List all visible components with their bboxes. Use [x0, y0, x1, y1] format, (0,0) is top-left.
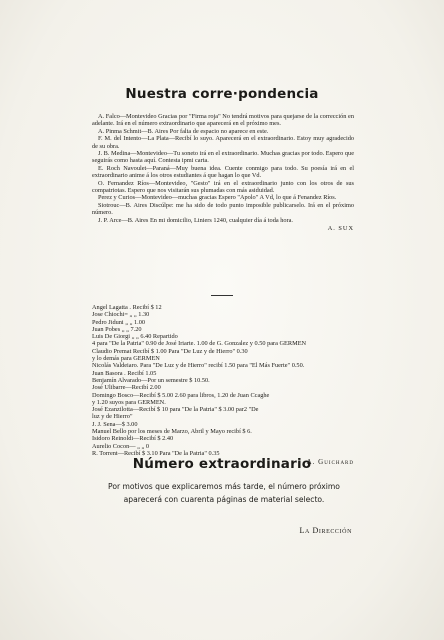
subscription-line: Claudio Premat Recibí $ 1.00 Para "De Luz y de Hierro" 0.30 — [92, 347, 248, 355]
correspondence-entry: Siotrouc—B. Aires Discúlpe: me ha sido de todo punto imposible publicarselo. Irá en el próximo número. — [92, 201, 354, 217]
subscription-line: luz y de Hierro" — [92, 413, 133, 421]
subscription-line: J. J. Sena—$ 3.00 — [92, 420, 138, 428]
correspondence-entry: Perez y Curios—Montevideo—muchas gracias Espero "Apolo" A Vd, lo que á Fenandez Ríos. — [98, 194, 337, 202]
subscription-line: Benjamín Alvarado—Por un semestre $ 10.50. — [92, 376, 210, 384]
subscription-line: R. Torrent—Recibí $ 3.10 Para "De la Patria" 0.35 — [92, 449, 220, 457]
subscription-line: Jose Chiochi= „ „ 1.30 — [92, 311, 150, 319]
subscription-line: Aurelio Cocon— „ „ 0 — [92, 442, 150, 450]
correspondence-entry: A. Pinma Schmit—B. Aires Por falta de espacio no aparece en este. — [98, 127, 269, 135]
subscription-line: 4 para "De la Patria" 0.90 de José Iriarte. 1.00 de G. Gonzalez y 0.50 para GERMEN — [92, 340, 307, 348]
section-divider — [211, 295, 233, 296]
subscription-line: Nicolás Valdeiaro. Para "De Luz y de Hierro" recibí 1.50 para "El Más Fuerte" 0.50. — [92, 362, 305, 370]
subscription-line: Domingo Bosco—Recibí $ 5.00 2.60 para libros, 1.20 de Juan Ccaghe — [92, 391, 270, 399]
subscription-line: Pedro Jiduni „ „ 1.00 — [92, 318, 145, 326]
subscription-line: Juan Basora . Recibí 1.05 — [92, 369, 157, 377]
signature-sux: A. SUX — [327, 225, 354, 233]
extraordinary-notice: Por motivos que explicaremos más tarde, el número próximo aparecerá con cuarenta páginas de material selecto. — [108, 482, 340, 504]
extraordinary-heading: Número extraordinario — [132, 456, 312, 472]
correspondence-entry: J. P. Arce—B. Aires En mi domicilio, Liniers 1240, cualquier día á toda hora. — [98, 216, 293, 224]
subscription-line: y 1.20 suyos para GERMEN. — [92, 398, 166, 406]
correspondence-entry: J. B. Medina—Montevideo—Tu soneto irá en el extraordinario. Muchas gracias por todo. Espero que seguirás como hasta aquí. Contesta ipmi carta. — [92, 150, 354, 165]
subscription-line: José Ulibarre—Recibí 2.00 — [92, 384, 161, 392]
correspondence-section — [92, 113, 354, 232]
subscription-line: Manuel Bello por los meses de Marzo, Abril y Mayo recibí $ 6. — [92, 428, 252, 436]
correspondence-entry: A. Falco—Montevideo Gracias por "Firma roja" No tendrá motivos para quejarse de la corrección en adelante. Irá en el número extraordinario que aparecerá en el próximo mes. — [92, 113, 354, 128]
signature-guichard: A. Guichard — [306, 458, 354, 467]
subscription-line: y lo demás para GERMEN — [92, 355, 160, 363]
subscription-line: Luis De Giorgi „ „ 6.40 Repartido — [92, 333, 178, 341]
correspondence-entry: F. M. del Intento—La Plata—Recibí lo suyo. Aparecerá en el extraordinario. Estoy muy agradecido de su obra. — [92, 135, 354, 150]
subscription-line: José Ezanzilotta—Recibí $ 10 para "De la Patria" $ 3.00 par2 "De — [92, 406, 259, 414]
correspondence-heading: Nuestra corre·pondencia — [125, 86, 319, 102]
subscription-line: Isidoro Reinoldi—Recibí $ 2.40 — [92, 435, 174, 443]
subscription-line: Angel Lagatta . Recibí $ 12 — [92, 304, 162, 311]
subscriptions-section — [92, 304, 354, 466]
subscription-line: Juan Pobes „ „ 7.20 — [92, 325, 142, 333]
direction-signature: La Dirección — [299, 526, 352, 535]
correspondence-entry: E. Roch Navoulet—Paraná—Muy buena idea. Cuente conmigo para todo. Su poesía irá en el extraordinario anime á los otros estudiantes á que hagan lo que Vd. — [92, 164, 354, 180]
correspondence-entry: O. Fernandez Ríos—Montevideo, "Gesto" irá en el extraordinario junto con los otros de sus compatriotas. Espero que nos visitarán sus plumadas con más asiduidad. — [92, 179, 354, 195]
